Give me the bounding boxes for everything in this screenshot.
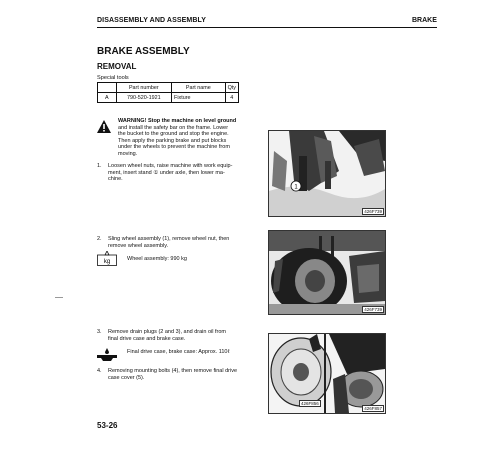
step-1 <box>97 163 267 185</box>
section-header: DISASSEMBLY AND ASSEMBLY <box>97 17 206 24</box>
weight-text: Wheel assembly: 990 kg <box>127 256 187 262</box>
special-tools-table <box>97 82 239 103</box>
step-number: 2. <box>97 236 102 242</box>
photo-code: 426F856 <box>301 401 319 406</box>
step-line: Remove drain plugs (2 and 3), and drain oil from <box>108 329 227 335</box>
table-cell: 790-520-1921 <box>116 93 172 103</box>
oil-drain-icon <box>97 348 117 361</box>
warning-line: and install the safety bar on the frame. Lower <box>118 124 229 131</box>
photo-wheel-nuts-image <box>269 131 385 216</box>
photo-final-drive-image <box>269 334 385 413</box>
table-header: Part number <box>116 83 172 93</box>
table-row <box>98 93 239 103</box>
warning-line: the bucket to the ground and stop the engine. <box>118 131 229 138</box>
step-number: 3. <box>97 329 102 335</box>
page-title: BRAKE ASSEMBLY <box>97 46 190 57</box>
page-subtitle: REMOVAL <box>97 62 137 71</box>
step-2 <box>97 236 267 250</box>
table-cell: Fixture <box>172 93 226 103</box>
step-line: Sling wheel assembly (1), remove wheel nut, then <box>108 236 230 242</box>
step-number: 1. <box>97 163 102 169</box>
step-3 <box>97 329 272 343</box>
table-header <box>98 83 117 93</box>
photo-final-drive <box>268 333 386 414</box>
warning-icon <box>97 120 111 133</box>
margin-mark <box>55 297 63 298</box>
table-header: Part name <box>172 83 226 93</box>
step-4 <box>97 368 272 382</box>
weight-icon <box>97 251 117 266</box>
photo-wheel-nuts <box>268 130 386 217</box>
step-line: case cover (5). <box>108 374 145 381</box>
photo-wheel-assembly-image <box>269 231 385 314</box>
header-rule <box>97 27 437 28</box>
warning-line: moving. <box>118 150 138 157</box>
step-line: ment, insert stand ① under axle, then lower ma- <box>108 169 225 176</box>
page-number: 53-26 <box>97 421 118 430</box>
step-number: 4. <box>97 368 102 374</box>
oil-text: Final drive case, brake case: Approx. 110ℓ <box>127 349 230 355</box>
warning-text <box>118 118 266 158</box>
step-line: Loosen wheel nuts, raise machine with work equip- <box>108 163 233 169</box>
special-tools-label: Special tools <box>97 75 129 81</box>
photo-wheel-assembly <box>268 230 386 315</box>
photo-code: 426F739 <box>364 209 382 214</box>
photo-code: 426F857 <box>364 406 382 411</box>
table-cell: A <box>98 93 117 103</box>
step-line: Removing mounting bolts (4), then remove final drive <box>108 368 238 374</box>
table-cell: 4 <box>225 93 238 103</box>
table-header: Qty <box>225 83 238 93</box>
step-line: chine. <box>108 176 123 183</box>
photo-code: 426F739 <box>364 307 382 312</box>
warning-line: WARNING! Stop the machine on level ground <box>118 118 237 124</box>
step-line: final drive case and brake case. <box>108 335 186 342</box>
table-header-row <box>98 83 239 93</box>
chapter-header: BRAKE <box>412 17 437 24</box>
warning-line: under the wheels to prevent the machine from <box>118 144 230 151</box>
step-line: remove wheel assembly. <box>108 242 169 249</box>
warning-line: Then apply the parking brake and put blocks <box>118 137 227 144</box>
weight-unit: kg <box>103 259 111 265</box>
photo-callout: 1 <box>294 184 298 191</box>
